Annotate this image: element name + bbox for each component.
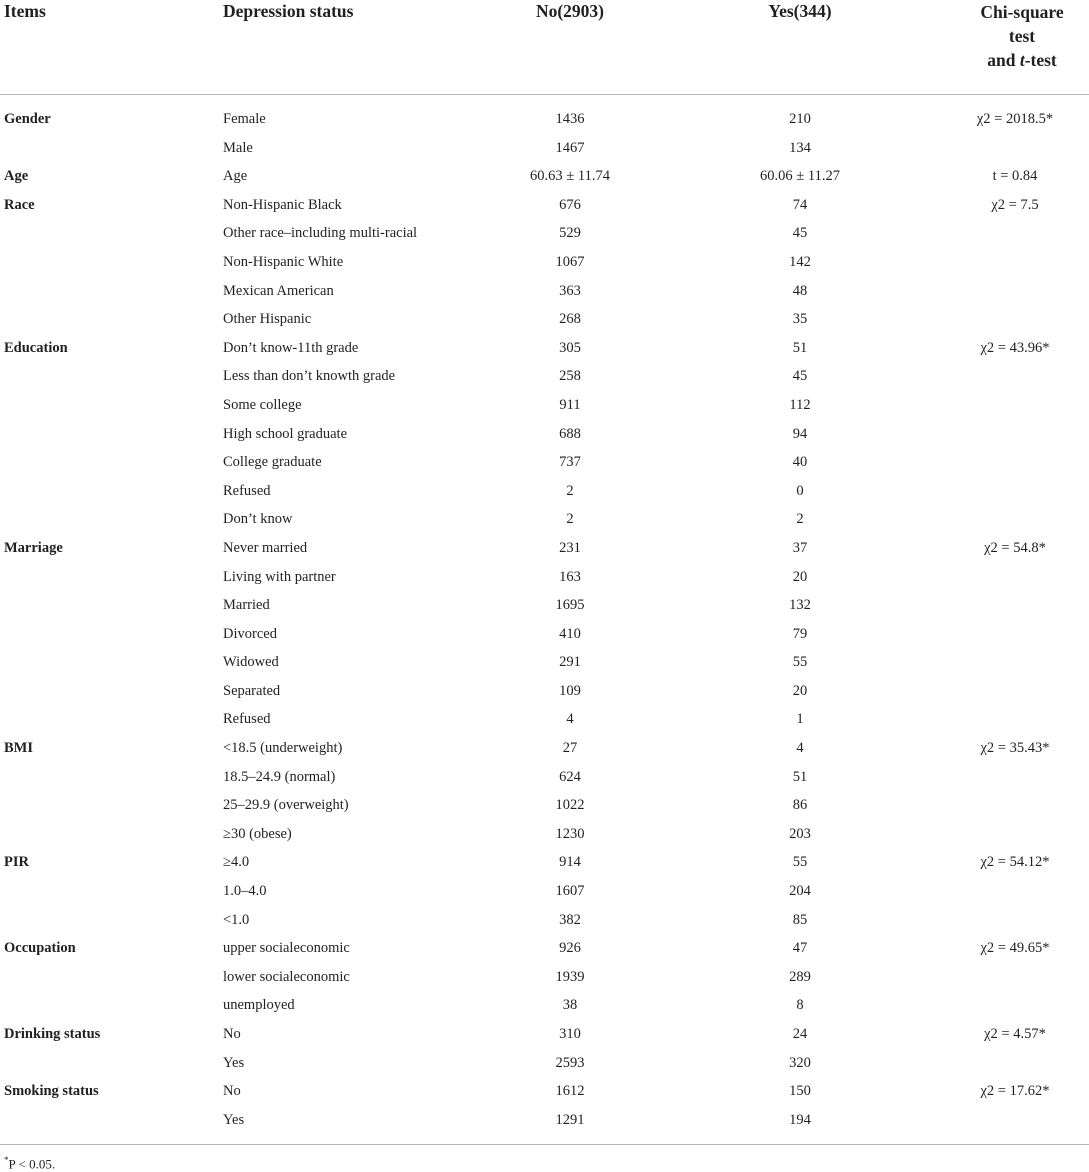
table-row xyxy=(0,591,1089,620)
row-yes-value: 51 xyxy=(792,768,808,785)
row-test-value: χ2 = 54.8* xyxy=(984,539,1046,556)
table-row xyxy=(0,334,1089,363)
row-no-value: 2593 xyxy=(555,1054,585,1071)
table-row xyxy=(0,162,1089,191)
table-row xyxy=(0,734,1089,763)
table-row xyxy=(0,1106,1089,1135)
table-row xyxy=(0,219,1089,248)
row-status-label: Age xyxy=(223,168,248,185)
table-row xyxy=(0,191,1089,220)
table-row xyxy=(0,1077,1089,1106)
row-yes-value: 37 xyxy=(792,539,808,556)
row-status-label: No xyxy=(223,1026,241,1042)
row-status-label: Male xyxy=(223,139,253,156)
row-no-value: 676 xyxy=(559,196,581,213)
row-no-value: 231 xyxy=(559,539,581,556)
row-status-label: upper socialeconomic xyxy=(223,940,350,957)
row-status-label: Less than don’t knowth grade xyxy=(223,368,396,385)
row-no-value: 109 xyxy=(559,682,581,699)
footnote-text: P < 0.05. xyxy=(8,1156,56,1172)
row-yes-value: 60.06 ± 11.27 xyxy=(760,168,840,185)
row-status-label: Refused xyxy=(223,711,271,728)
row-status-label: Separated xyxy=(223,682,281,699)
row-yes-value: 40 xyxy=(792,454,808,471)
row-no-value: 1291 xyxy=(555,1111,585,1128)
row-no-value: 688 xyxy=(559,425,581,442)
header-test-line1: Chi-square xyxy=(980,2,1064,22)
table-row xyxy=(0,1049,1089,1078)
row-yes-value: 24 xyxy=(792,1026,808,1042)
row-item-label: PIR xyxy=(4,854,29,871)
header-divider xyxy=(0,94,1089,95)
row-yes-value: 47 xyxy=(792,940,808,957)
row-test-value: χ2 = 17.62* xyxy=(980,1083,1050,1100)
header-test xyxy=(958,0,1086,72)
row-yes-value: 45 xyxy=(792,225,808,242)
row-yes-value: 112 xyxy=(789,396,811,413)
row-item-label: Gender xyxy=(4,111,51,127)
row-yes-value: 20 xyxy=(792,568,808,585)
row-yes-value: 0 xyxy=(796,482,804,499)
header-test-and: and xyxy=(987,50,1020,70)
row-status-label: Never married xyxy=(223,539,308,556)
row-test-value: χ2 = 43.96* xyxy=(980,339,1050,356)
table-body xyxy=(0,105,1089,1134)
row-status-label: Yes xyxy=(223,1054,245,1071)
row-no-value: 1230 xyxy=(555,825,585,842)
row-no-value: 1467 xyxy=(555,139,585,156)
row-item-label: Marriage xyxy=(4,539,63,556)
row-yes-value: 48 xyxy=(792,282,808,299)
row-status-label: 1.0–4.0 xyxy=(223,883,267,900)
row-item-label: Smoking status xyxy=(4,1083,99,1100)
row-no-value: 38 xyxy=(562,997,578,1014)
table-row xyxy=(0,877,1089,906)
table-row xyxy=(0,705,1089,734)
row-yes-value: 1 xyxy=(796,711,804,728)
table-row xyxy=(0,963,1089,992)
table-row xyxy=(0,906,1089,935)
row-no-value: 2 xyxy=(566,482,574,499)
table-row xyxy=(0,105,1089,134)
row-status-label: Mexican American xyxy=(223,282,334,299)
table-row xyxy=(0,305,1089,334)
row-no-value: 1022 xyxy=(555,797,585,814)
row-yes-value: 2 xyxy=(796,511,804,528)
row-status-label: ≥30 (obese) xyxy=(223,825,292,842)
table-row xyxy=(0,991,1089,1020)
row-status-label: <18.5 (underweight) xyxy=(223,740,343,757)
row-yes-value: 86 xyxy=(792,797,808,814)
table-row xyxy=(0,763,1089,792)
row-status-label: Widowed xyxy=(223,654,279,671)
row-status-label: lower socialeconomic xyxy=(223,968,350,985)
row-status-label: Divorced xyxy=(223,625,277,642)
row-yes-value: 51 xyxy=(792,339,808,356)
row-yes-value: 289 xyxy=(789,968,811,985)
table-row xyxy=(0,248,1089,277)
table-row xyxy=(0,620,1089,649)
row-yes-value: 194 xyxy=(789,1111,811,1128)
row-no-value: 4 xyxy=(566,711,574,728)
table-row xyxy=(0,134,1089,163)
row-yes-value: 132 xyxy=(789,597,811,614)
row-item-label: Occupation xyxy=(4,940,76,957)
row-no-value: 1939 xyxy=(555,968,585,985)
row-test-value: χ2 = 2018.5* xyxy=(976,111,1054,127)
row-item-label: BMI xyxy=(4,740,33,757)
row-no-value: 926 xyxy=(559,940,581,957)
row-status-label: ≥4.0 xyxy=(223,854,250,871)
table-row xyxy=(0,677,1089,706)
row-no-value: 291 xyxy=(559,654,581,671)
table-row xyxy=(0,1020,1089,1049)
row-yes-value: 203 xyxy=(789,825,811,842)
row-yes-value: 85 xyxy=(792,911,808,928)
footnote-marker: * xyxy=(4,1155,9,1165)
header-yes-group: Yes(344) xyxy=(768,1,832,21)
row-no-value: 163 xyxy=(559,568,581,585)
row-no-value: 624 xyxy=(559,768,581,785)
header-test-suffix: -test xyxy=(1024,50,1057,70)
row-no-value: 1607 xyxy=(555,883,585,900)
table-row xyxy=(0,820,1089,849)
table-row xyxy=(0,534,1089,563)
row-no-value: 1067 xyxy=(555,253,585,270)
row-status-label: High school graduate xyxy=(223,425,348,442)
table-row xyxy=(0,934,1089,963)
header-test-t: t xyxy=(1019,50,1025,70)
header-items: Items xyxy=(4,1,46,21)
row-yes-value: 45 xyxy=(792,368,808,385)
row-no-value: 1436 xyxy=(555,111,585,127)
table-row xyxy=(0,277,1089,306)
row-no-value: 911 xyxy=(559,396,581,413)
row-yes-value: 55 xyxy=(792,654,808,671)
row-no-value: 27 xyxy=(562,740,578,757)
row-yes-value: 210 xyxy=(789,111,811,127)
row-status-label: Yes xyxy=(223,1111,245,1128)
row-yes-value: 55 xyxy=(792,854,808,871)
table-row xyxy=(0,477,1089,506)
row-test-value: χ2 = 7.5 xyxy=(991,196,1039,213)
row-no-value: 60.63 ± 11.74 xyxy=(530,168,610,185)
row-status-label: 25–29.9 (overweight) xyxy=(223,797,349,814)
row-no-value: 382 xyxy=(559,911,581,928)
row-test-value: χ2 = 54.12* xyxy=(980,854,1050,871)
row-status-label: Other Hispanic xyxy=(223,311,312,328)
row-yes-value: 35 xyxy=(792,311,808,328)
row-test-value: χ2 = 35.43* xyxy=(980,740,1050,757)
header-depression-status: Depression status xyxy=(223,1,354,21)
row-no-value: 363 xyxy=(559,282,581,299)
row-test-value: χ2 = 49.65* xyxy=(980,940,1050,957)
row-no-value: 1612 xyxy=(555,1083,585,1100)
row-status-label: 18.5–24.9 (normal) xyxy=(223,768,336,785)
row-yes-value: 204 xyxy=(789,883,811,900)
table-row xyxy=(0,648,1089,677)
row-test-value: t = 0.84 xyxy=(992,168,1038,185)
row-no-value: 529 xyxy=(559,225,581,242)
row-yes-value: 79 xyxy=(792,625,808,642)
row-status-label: Non-Hispanic White xyxy=(223,253,344,270)
row-no-value: 737 xyxy=(559,454,581,471)
row-status-label: College graduate xyxy=(223,454,322,471)
row-item-label: Education xyxy=(4,339,68,356)
table-row xyxy=(0,563,1089,592)
row-status-label: Female xyxy=(223,111,266,127)
row-yes-value: 134 xyxy=(789,139,811,156)
row-status-label: <1.0 xyxy=(223,911,250,928)
row-yes-value: 20 xyxy=(792,682,808,699)
row-status-label: Some college xyxy=(223,396,302,413)
row-no-value: 1695 xyxy=(555,597,585,614)
row-no-value: 914 xyxy=(559,854,581,871)
header-test-line3 xyxy=(958,48,1086,72)
row-status-label: unemployed xyxy=(223,997,295,1014)
row-no-value: 2 xyxy=(566,511,574,528)
table-row xyxy=(0,391,1089,420)
table-row xyxy=(0,420,1089,449)
row-status-label: Married xyxy=(223,597,270,614)
table-row xyxy=(0,791,1089,820)
table-row xyxy=(0,448,1089,477)
row-yes-value: 142 xyxy=(789,253,811,270)
row-yes-value: 8 xyxy=(796,997,804,1014)
row-no-value: 305 xyxy=(559,339,581,356)
row-no-value: 268 xyxy=(559,311,581,328)
row-no-value: 258 xyxy=(559,368,581,385)
footnote xyxy=(4,1152,55,1172)
row-item-label: Age xyxy=(4,168,29,185)
row-status-label: Don’t know-11th grade xyxy=(223,339,359,356)
row-yes-value: 320 xyxy=(789,1054,811,1071)
row-yes-value: 4 xyxy=(796,740,804,757)
table-row xyxy=(0,362,1089,391)
row-item-label: Race xyxy=(4,196,35,213)
row-test-value: χ2 = 4.57* xyxy=(984,1026,1046,1042)
row-status-label: No xyxy=(223,1083,241,1100)
row-status-label: Non-Hispanic Black xyxy=(223,196,342,213)
row-status-label: Don’t know xyxy=(223,511,293,528)
row-no-value: 410 xyxy=(559,625,581,642)
row-yes-value: 150 xyxy=(789,1083,811,1100)
row-status-label: Refused xyxy=(223,482,271,499)
row-status-label: Other race–including multi-racial xyxy=(223,225,418,242)
row-yes-value: 74 xyxy=(792,196,808,213)
header-no-group: No(2903) xyxy=(535,1,605,21)
row-yes-value: 94 xyxy=(792,425,808,442)
row-item-label: Drinking status xyxy=(4,1026,101,1042)
table-bottom-divider xyxy=(0,1144,1089,1145)
row-no-value: 310 xyxy=(559,1026,581,1042)
table-row xyxy=(0,848,1089,877)
header-test-line2: test xyxy=(1008,26,1036,46)
table-row xyxy=(0,505,1089,534)
row-status-label: Living with partner xyxy=(223,568,336,585)
